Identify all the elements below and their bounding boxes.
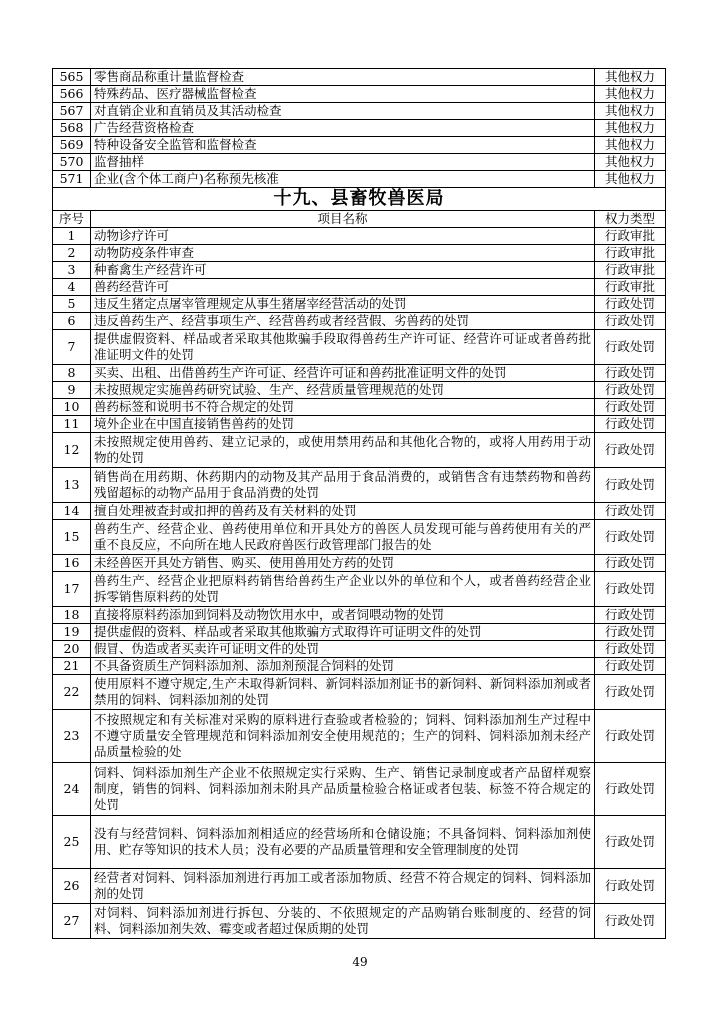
row-power-type: 其他权力 [595,137,666,154]
row-number: 568 [53,120,91,137]
row-item-name: 违反兽药生产、经营事项生产、经营兽药或者经营假、劣兽药的处罚 [91,313,595,330]
table-row [53,503,666,520]
row-item-name: 提供虚假资料、样品或者采取其他欺骗手段取得兽药生产许可证、经营许可证或者兽药批准证明文件的处罚 [91,330,595,365]
table-row [53,228,666,245]
header-number: 序号 [53,211,91,228]
row-number: 2 [53,245,91,262]
table-row [53,816,666,869]
row-power-type: 行政处罚 [595,816,666,869]
row-item-name: 特种设备安全监管和监督检查 [91,137,595,154]
row-item-name: 假冒、伪造或者买卖许可证明文件的处罚 [91,641,595,658]
row-number: 4 [53,279,91,296]
table-row [53,365,666,382]
table-row [53,641,666,658]
row-number: 26 [53,869,91,904]
row-item-name: 没有与经营饲料、饲料添加剂相适应的经营场所和仓储设施；不具备饲料、饲料添加剂使用、贮存等知识的技术人员；没有必要的产品质量管理和安全管理制度的处罚 [91,816,595,869]
table-row [53,624,666,641]
row-item-name: 使用原料不遵守规定,生产未取得新饲料、新饲料添加剂证书的新饲料、新饲料添加剂或者禁用的饲料、饲料添加剂的处罚 [91,675,595,710]
row-power-type: 行政处罚 [595,399,666,416]
row-number: 8 [53,365,91,382]
table-row [53,69,666,86]
row-number: 25 [53,816,91,869]
row-item-name: 对饲料、饲料添加剂进行拆包、分装的、不依照规定的产品购销台账制度的、经营的饲料、饲料添加剂失效、霉变或者超过保质期的处罚 [91,904,595,939]
row-number: 571 [53,171,91,188]
row-number: 569 [53,137,91,154]
row-item-name: 不具备资质生产饲料添加剂、添加剂预混合饲料的处罚 [91,658,595,675]
table-row [53,330,666,365]
table-row [53,607,666,624]
section-title-row [53,188,666,211]
row-power-type: 行政审批 [595,279,666,296]
row-number: 1 [53,228,91,245]
row-number: 20 [53,641,91,658]
row-item-name: 未按照规定实施兽药研究试验、生产、经营质量管理规范的处罚 [91,382,595,399]
row-item-name: 广告经营资格检查 [91,120,595,137]
table-row [53,382,666,399]
row-number: 19 [53,624,91,641]
row-item-name: 未按照规定使用兽药、建立记录的，或使用禁用药品和其他化合物的，或将人用药用于动物的处罚 [91,433,595,468]
row-item-name: 兽药生产、经营企业把原料药销售给兽药生产企业以外的单位和个人，或者兽药经营企业拆零销售原料药的处罚 [91,572,595,607]
table-row [53,313,666,330]
row-number: 17 [53,572,91,607]
row-item-name: 直接将原料药添加到饲料及动物饮用水中，或者饲喂动物的处罚 [91,607,595,624]
row-number: 14 [53,503,91,520]
row-item-name: 擅自处理被查封或扣押的兽药及有关材料的处罚 [91,503,595,520]
row-item-name: 饲料、饲料添加剂生产企业不依照规定实行采购、生产、销售记录制度或者产品留样观察制度，销售的饲料、饲料添加剂未附具产品质量检验合格证或者包装、标签不符合规定的处罚 [91,763,595,816]
row-power-type: 行政处罚 [595,763,666,816]
row-power-type: 行政审批 [595,228,666,245]
table-row [53,296,666,313]
row-item-name: 特殊药品、医疗器械监督检查 [91,86,595,103]
row-number: 570 [53,154,91,171]
row-item-name: 境外企业在中国直接销售兽药的处罚 [91,416,595,433]
table-row [53,904,666,939]
row-power-type: 行政处罚 [595,572,666,607]
row-power-type: 行政处罚 [595,710,666,763]
row-power-type: 行政处罚 [595,555,666,572]
table-row [53,262,666,279]
table-row [53,103,666,120]
row-power-type: 行政处罚 [595,904,666,939]
row-number: 567 [53,103,91,120]
top-table-body [53,69,666,188]
row-power-type: 行政处罚 [595,416,666,433]
row-item-name: 兽药标签和说明书不符合规定的处罚 [91,399,595,416]
section-table-body [53,188,666,939]
row-power-type: 行政处罚 [595,365,666,382]
table-row [53,675,666,710]
row-power-type: 其他权力 [595,154,666,171]
row-number: 16 [53,555,91,572]
row-number: 3 [53,262,91,279]
row-number: 15 [53,520,91,555]
row-number: 23 [53,710,91,763]
row-number: 565 [53,69,91,86]
table-row [53,710,666,763]
row-item-name: 经营者对饲料、饲料添加剂进行再加工或者添加物质、经营不符合规定的饲料、饲料添加剂的处罚 [91,869,595,904]
row-power-type: 行政处罚 [595,503,666,520]
row-item-name: 买卖、出租、出借兽药生产许可证、经营许可证和兽药批准证明文件的处罚 [91,365,595,382]
row-item-name: 动物防疫条件审查 [91,245,595,262]
row-item-name: 企业(含个体工商户)名称预先核准 [91,171,595,188]
row-power-type: 其他权力 [595,171,666,188]
row-item-name: 违反生猪定点屠宰管理规定从事生猪屠宰经营活动的处罚 [91,296,595,313]
row-power-type: 行政处罚 [595,675,666,710]
row-item-name: 提供虚假的资料、样品或者采取其他欺骗方式取得许可证明文件的处罚 [91,624,595,641]
row-number: 6 [53,313,91,330]
row-item-name: 兽药生产、经营企业、兽药使用单位和开具处方的兽医人员发现可能与兽药使用有关的严重不良反应，不向所在地人民政府兽医行政管理部门报告的处 [91,520,595,555]
row-item-name: 销售尚在用药期、休药期内的动物及其产品用于食品消费的，或销售含有违禁药物和兽药残留超标的动物产品用于食品消费的处罚 [91,468,595,503]
row-number: 21 [53,658,91,675]
row-item-name: 动物诊疗许可 [91,228,595,245]
row-power-type: 行政处罚 [595,382,666,399]
table-row [53,468,666,503]
row-power-type: 行政处罚 [595,869,666,904]
table-row [53,763,666,816]
table-header-row [53,211,666,228]
row-number: 7 [53,330,91,365]
header-power-type: 权力类型 [595,211,666,228]
table-row [53,869,666,904]
row-power-type: 行政处罚 [595,468,666,503]
row-power-type: 行政处罚 [595,641,666,658]
table-row [53,433,666,468]
row-item-name: 兽药经营许可 [91,279,595,296]
table-row [53,137,666,154]
table-row [53,520,666,555]
row-power-type: 行政审批 [595,245,666,262]
header-item-name: 项目名称 [91,211,595,228]
row-power-type: 行政处罚 [595,433,666,468]
row-power-type: 其他权力 [595,120,666,137]
row-number: 10 [53,399,91,416]
row-power-type: 行政处罚 [595,313,666,330]
row-number: 22 [53,675,91,710]
row-number: 12 [53,433,91,468]
table-row [53,86,666,103]
row-number: 18 [53,607,91,624]
table-row [53,154,666,171]
row-power-type: 其他权力 [595,103,666,120]
row-power-type: 行政处罚 [595,658,666,675]
power-list-table [52,68,666,939]
row-item-name: 种畜禽生产经营许可 [91,262,595,279]
row-item-name: 监督抽样 [91,154,595,171]
row-power-type: 行政处罚 [595,330,666,365]
row-number: 27 [53,904,91,939]
row-power-type: 行政处罚 [595,607,666,624]
row-item-name: 零售商品称重计量监督检查 [91,69,595,86]
row-power-type: 行政审批 [595,262,666,279]
table-row [53,120,666,137]
table-row [53,555,666,572]
row-number: 566 [53,86,91,103]
table-row [53,658,666,675]
table-row [53,416,666,433]
table-row [53,171,666,188]
row-item-name: 对直销企业和直销员及其活动检查 [91,103,595,120]
row-power-type: 其他权力 [595,69,666,86]
row-number: 5 [53,296,91,313]
row-number: 24 [53,763,91,816]
page-number: 49 [352,955,368,969]
table-row [53,572,666,607]
row-power-type: 行政处罚 [595,624,666,641]
table-row [53,279,666,296]
row-number: 13 [53,468,91,503]
table-row [53,245,666,262]
row-power-type: 行政处罚 [595,296,666,313]
section-title: 十九、县畜牧兽医局 [53,188,666,211]
row-number: 9 [53,382,91,399]
row-power-type: 行政处罚 [595,520,666,555]
row-item-name: 未经兽医开具处方销售、购买、使用兽用处方药的处罚 [91,555,595,572]
row-item-name: 不按照规定和有关标准对采购的原料进行查验或者检验的；饲料、饲料添加剂生产过程中不遵守质量安全管理规范和饲料添加剂安全使用规范的；生产的饲料、饲料添加剂未经产品质量检验的处 [91,710,595,763]
row-power-type: 其他权力 [595,86,666,103]
row-number: 11 [53,416,91,433]
table-row [53,399,666,416]
